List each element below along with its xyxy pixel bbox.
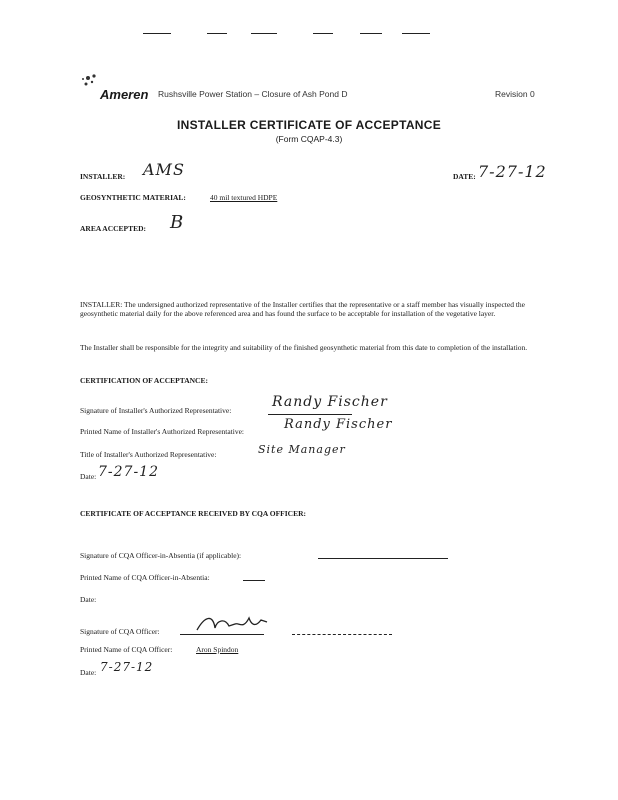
area-value: B	[170, 212, 185, 233]
cqa-heading: CERTIFICATE OF ACCEPTANCE RECEIVED BY CQA OFFICER:	[80, 509, 307, 518]
geo-value: 40 mil textured HDPE	[210, 193, 278, 202]
revision-label: Revision 0	[495, 89, 535, 99]
cqa-date-label: Date:	[80, 668, 97, 677]
installer-date-value: 7-27-12	[98, 464, 159, 480]
absentia-signature-line	[318, 550, 448, 559]
geo-label: GEOSYNTHETIC MATERIAL:	[80, 193, 186, 202]
top-rule	[251, 33, 277, 34]
top-rule	[313, 33, 333, 34]
cqa-signature-scribble	[195, 612, 270, 634]
installer-statement: INSTALLER: The undersigned authorized representative of the Installer certifies that the representative or a staff member has visually inspected the geosynthetic material daily for the above referenced area and has found the surface to be acceptable for installation of the vegetative layer.	[80, 300, 526, 318]
form-id: (Form CQAP-4.3)	[275, 134, 343, 144]
date-label: DATE:	[453, 172, 476, 181]
absentia-date-label: Date:	[80, 595, 97, 604]
page-title: INSTALLER CERTIFICATE OF ACCEPTANCE	[176, 118, 442, 132]
absentia-signature-label: Signature of CQA Officer-in-Absentia (if applicable):	[80, 551, 242, 560]
logo-text: Ameren	[100, 87, 149, 102]
cqa-name-label: Printed Name of CQA Officer:	[80, 645, 173, 654]
installer-title-value: Site Manager	[258, 443, 346, 456]
installer-name-value: Randy Fischer	[284, 417, 393, 432]
installer-name-label: Printed Name of Installer's Authorized Representative:	[80, 427, 245, 436]
absentia-name-line	[243, 572, 265, 581]
absentia-name-label: Printed Name of CQA Officer-in-Absentia:	[80, 573, 210, 582]
installer-title-label: Title of Installer's Authorized Representative:	[80, 450, 217, 459]
installer-signature: Randy Fischer	[272, 394, 388, 410]
responsibility-statement: The Installer shall be responsible for the integrity and suitability of the finished geosynthetic material from this date to completion of the installation.	[80, 343, 528, 352]
project-title: Rushsville Power Station – Closure of Ash Pond D	[158, 89, 348, 99]
installer-signature-label: Signature of Installer's Authorized Representative:	[80, 406, 232, 415]
cqa-date-value: 7-27-12	[100, 660, 154, 674]
date-value: 7-27-12	[478, 162, 547, 181]
top-rule	[143, 33, 171, 34]
top-rule	[207, 33, 227, 34]
top-rule	[360, 33, 382, 34]
installer-date-label: Date:	[80, 472, 97, 481]
installer-label: INSTALLER:	[80, 172, 126, 181]
cqa-signature-label: Signature of CQA Officer:	[80, 627, 160, 636]
certification-heading: CERTIFICATION OF ACCEPTANCE:	[80, 376, 208, 385]
cqa-dashed-line	[292, 626, 392, 635]
cqa-name-value: Aron Spindon	[196, 645, 239, 654]
top-rule	[402, 33, 430, 34]
installer-value: AMS	[143, 160, 185, 179]
area-label: AREA ACCEPTED:	[80, 224, 147, 233]
